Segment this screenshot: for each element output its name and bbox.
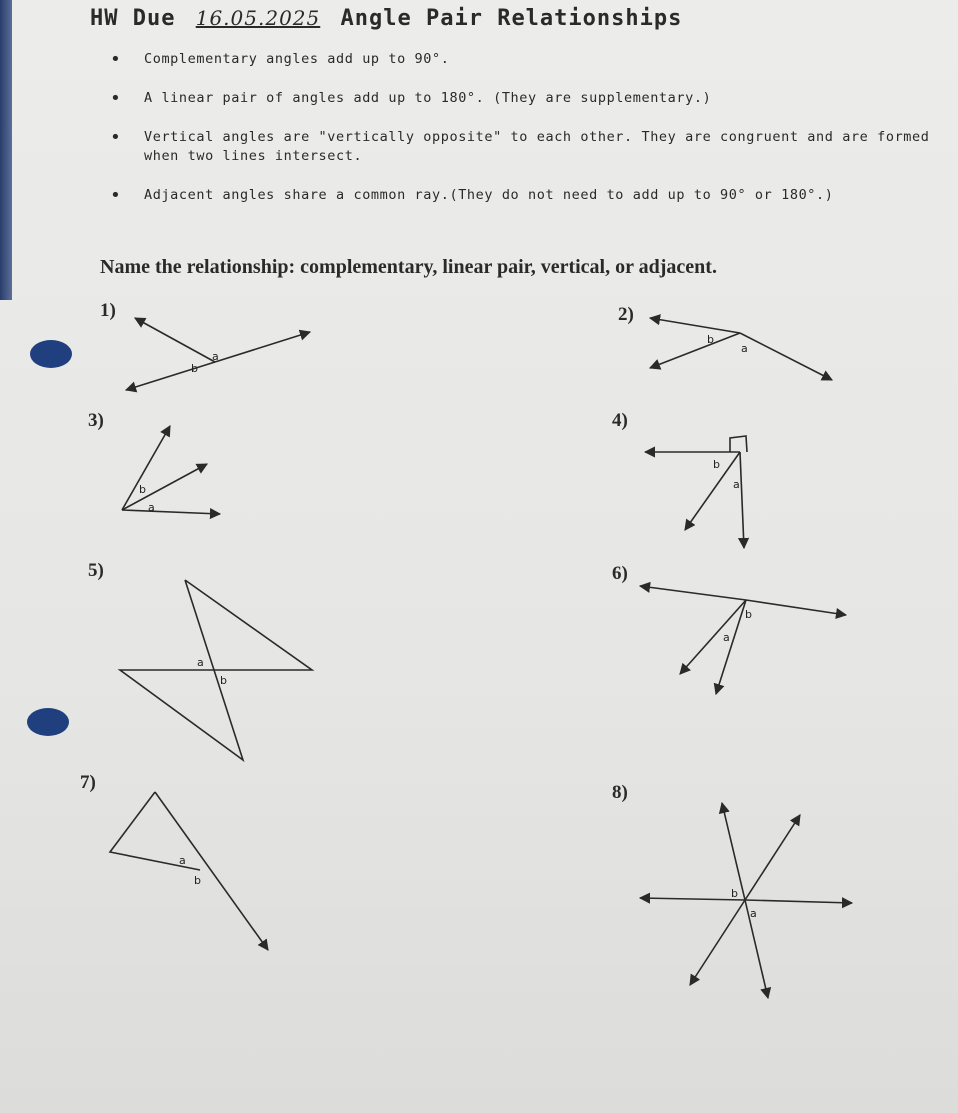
title-prefix: HW Due — [90, 6, 176, 31]
p1-label-a: a — [212, 350, 219, 363]
note-complementary: • Complementary angles add up to 90°. — [110, 50, 930, 69]
p6-label-b: b — [745, 608, 752, 621]
problem-4-label: 4) — [612, 410, 628, 431]
problem-5-label: 5) — [88, 560, 104, 581]
note-linear-pair: • A linear pair of angles add up to 180°. (They are supplementary.) — [110, 89, 930, 108]
p8-label-b: b — [731, 887, 738, 900]
diagram-3 — [122, 426, 220, 514]
diagram-5 — [120, 580, 312, 760]
diagram-7 — [110, 792, 268, 950]
problem-2-label: 2) — [618, 304, 634, 325]
p7-label-b: b — [194, 874, 201, 887]
diagram-6 — [640, 586, 846, 694]
p3-label-a: a — [148, 501, 155, 514]
due-date: 16.05.2025 — [195, 6, 321, 30]
p3-label-b: b — [139, 483, 146, 496]
p4-label-a: a — [733, 478, 740, 491]
problem-3-label: 3) — [88, 410, 104, 431]
problem-6-label: 6) — [612, 563, 628, 584]
p7-label-a: a — [179, 854, 186, 867]
instruction: Name the relationship: complementary, linear pair, vertical, or adjacent. — [100, 256, 717, 278]
p6-label-a: a — [723, 631, 730, 644]
problem-7-label: 7) — [80, 772, 96, 793]
p4-label-b: b — [713, 458, 720, 471]
problem-8-label: 8) — [612, 782, 628, 803]
p2-label-b: b — [707, 333, 714, 346]
title-text: Angle Pair Relationships — [340, 6, 683, 31]
p2-label-a: a — [741, 342, 748, 355]
p8-label-a: a — [750, 907, 757, 920]
note-adjacent: • Adjacent angles share a common ray.(They do not need to add up to 90° or 180°.) — [110, 186, 930, 205]
p5-label-a: a — [197, 656, 204, 669]
diagram-4 — [645, 436, 747, 548]
problem-1-label: 1) — [100, 300, 116, 321]
p1-label-b: b — [191, 362, 198, 375]
diagram-8 — [640, 803, 852, 998]
note-vertical: • Vertical angles are "vertically opposite" to each other. They are congruent and are formed when two lines intersect. — [110, 128, 930, 166]
p5-label-b: b — [220, 674, 227, 687]
